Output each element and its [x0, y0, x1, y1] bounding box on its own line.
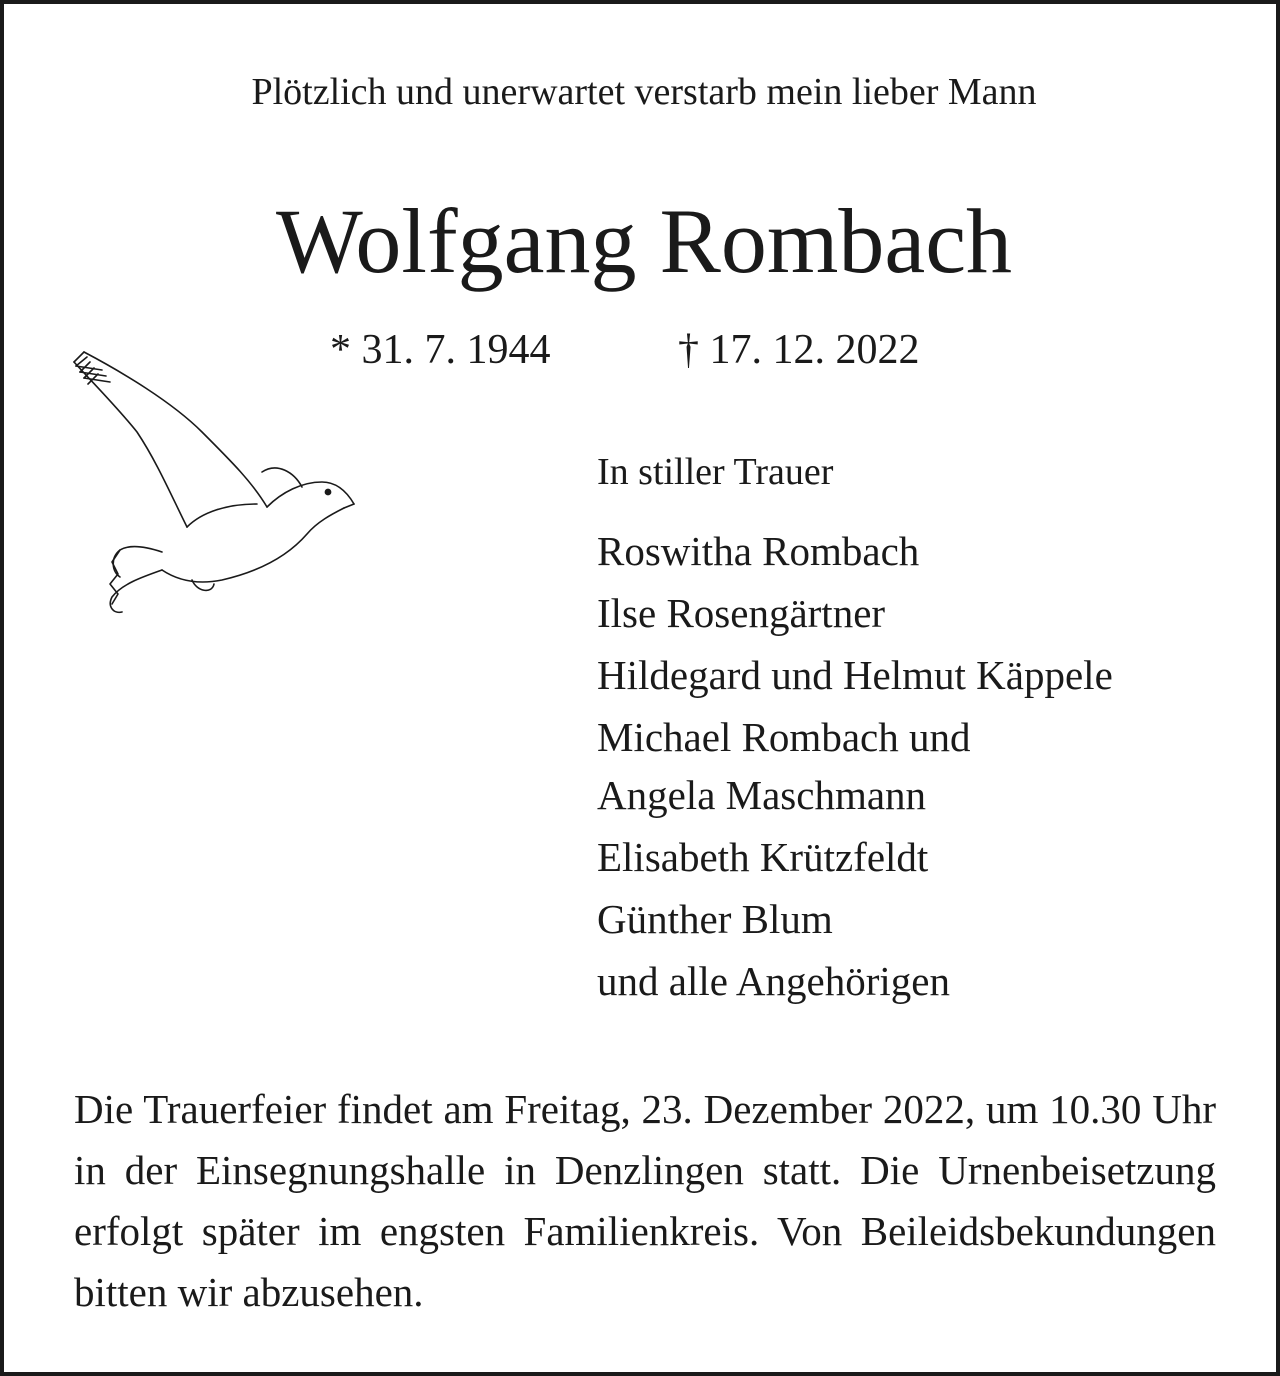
mourner-item: Günther Blum: [597, 896, 833, 942]
mourner-item: Hildegard und Helmut Käppele: [597, 652, 1113, 698]
mourner-item: Michael Rombach und Angela Maschmann: [597, 714, 971, 818]
mourner-item: Ilse Rosengärtner: [597, 590, 886, 636]
mourner-item: Roswitha Rombach: [597, 528, 920, 574]
grief-line: In stiller Trauer: [597, 451, 834, 493]
mourners-list: [597, 522, 1113, 1014]
death-date: † 17. 12. 2022: [678, 327, 920, 373]
dove-icon: [62, 322, 362, 622]
mourner-item: Elisabeth Krützfeldt: [597, 834, 929, 880]
intro-text: Plötzlich und unerwartet verstarb mein lieber Mann: [251, 71, 1037, 113]
deceased-name: Wolfgang Rombach: [275, 190, 1013, 292]
mourner-item: und alle Angehörigen: [597, 958, 950, 1004]
funeral-notice: Die Trauerfeier findet am Freitag, 23. Dezember 2022, um 10.30 Uhr in der Einsegnungshalle in Denzlingen statt. Die Urnenbeisetzung erfolgt später im engsten Familienkreis. Von Beileidsbekundungen bitten wir abzusehen.: [74, 1086, 1216, 1315]
birth-date: * 31. 7. 1944: [330, 327, 551, 373]
